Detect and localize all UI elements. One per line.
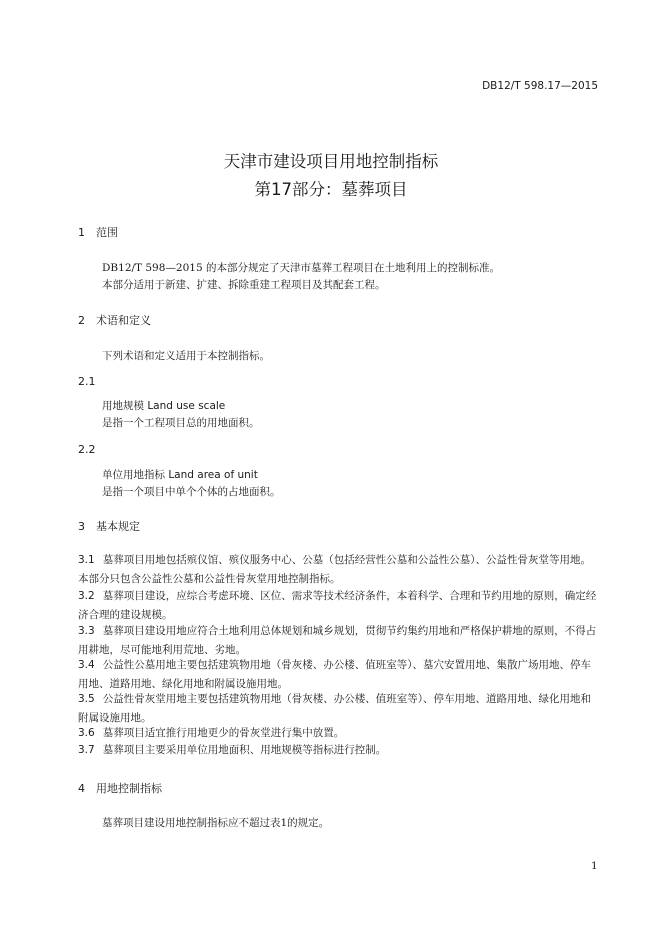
document-subtitle: 第17部分：墓葬项目 [254,180,408,199]
section-heading-basic [78,518,140,534]
clause-3-5 [78,690,600,728]
clause-3-7 [78,741,600,760]
clause-text: 墓葬项目主要采用单位用地面积、用地规模等指标进行控制。 [102,744,387,756]
section-number: 3 [78,520,85,533]
scope-paragraph-2: 本部分适用于新建、扩建、拆除重建工程项目及其配套工程。 [102,279,386,291]
section-title: 基本规定 [96,520,140,533]
term-definition: 是指一个工程项目总的用地面积。 [102,417,260,429]
section-number: 1 [78,226,85,239]
clause-number: 3.2 [78,590,95,602]
control-paragraph: 墓葬项目建设用地控制指标应不超过表1的规定。 [102,817,330,829]
section-title: 用地控制指标 [96,782,162,795]
section-heading-terms [78,312,151,328]
section-heading-control [78,780,162,796]
term-title-land-use-scale: 用地规模 Land use scale [102,400,226,412]
clause-3-1 [78,551,600,589]
clause-text: 墓葬项目适宜推行用地更少的骨灰堂进行集中放置。 [102,727,345,739]
clause-3-2 [78,587,600,625]
scope-paragraph-1: DB12/T 598—2015 的本部分规定了天津市墓葬工程项目在土地利用上的控制标准。 [102,262,500,274]
clause-number: 3.6 [78,727,95,739]
section-title: 范围 [96,226,118,239]
clause-number: 3.7 [78,744,95,756]
clause-number: 3.5 [78,693,95,705]
clause-text: 公益性公墓用地主要包括建筑物用地（骨灰楼、办公楼、值班室等）、墓穴安置用地、集散广场用地、停车用地、道路用地、绿化用地和附属设施用地。 [78,659,591,690]
clause-text: 公益性骨灰堂用地主要包括建筑物用地（骨灰楼、办公楼、值班室等）、停车用地、道路用地、绿化用地和附属设施用地。 [78,693,591,724]
term-title-land-area-of-unit: 单位用地指标 Land area of unit [102,469,258,481]
clause-3-4 [78,656,600,694]
clause-text: 墓葬项目建设用地应符合土地利用总体规划和城乡规划，贯彻节约集约用地和严格保护耕地的原则，不得占用耕地，尽可能地利用荒地、劣地。 [78,625,597,656]
section-title: 术语和定义 [96,314,151,327]
section-heading-scope [78,224,118,240]
section-number: 2 [78,314,85,327]
clause-number: 3.3 [78,625,95,637]
clause-number: 3.4 [78,659,95,671]
page-number: 1 [591,860,598,872]
standard-code: DB12/T 598.17—2015 [482,80,598,92]
terms-intro: 下列术语和定义适用于本控制指标。 [102,350,270,362]
term-number-2-2: 2.2 [78,443,96,456]
clause-text: 墓葬项目用地包括殡仪馆、殡仪服务中心、公墓（包括经营性公墓和公益性公墓）、公益性骨灰堂等用地。本部分只包含公益性公墓和公益性骨灰堂用地控制指标。 [78,554,591,585]
clause-text: 墓葬项目建设，应综合考虑环境、区位、需求等技术经济条件，本着科学、合理和节约用地的原则，确定经济合理的建设规模。 [78,590,597,621]
document-title: 天津市建设项目用地控制指标 [223,152,439,171]
term-number-2-1: 2.1 [78,375,96,388]
section-number: 4 [78,782,85,795]
term-definition: 是指一个项目中单个个体的占地面积。 [102,486,281,498]
clause-3-3 [78,622,600,660]
clause-number: 3.1 [78,554,95,566]
